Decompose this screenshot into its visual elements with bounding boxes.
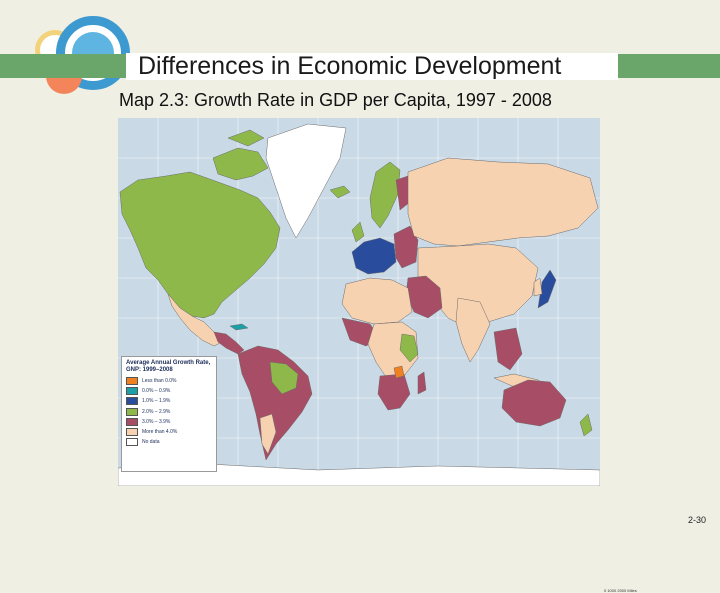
iceland	[330, 186, 350, 198]
north-america	[120, 172, 280, 318]
slide-title: Differences in Economic Development	[138, 52, 562, 80]
legend-item	[126, 377, 212, 385]
western-europe	[352, 238, 396, 274]
new-zealand	[580, 414, 592, 436]
legend-item	[126, 438, 212, 446]
australia	[502, 380, 566, 426]
madagascar	[418, 372, 426, 394]
legend-swatch	[126, 438, 138, 446]
legend-label: 0.0% – 0.9%	[142, 388, 171, 395]
caribbean	[230, 324, 248, 330]
legend-item	[126, 387, 212, 395]
map-subtitle: Map 2.3: Growth Rate in GDP per Capita, 1997 - 2008	[119, 90, 552, 110]
legend-swatch	[126, 428, 138, 436]
legend-swatch	[126, 397, 138, 405]
legend-title: Average Annual Growth Rate, GNP: 1999–2008	[126, 360, 211, 373]
legend-swatch	[126, 408, 138, 416]
legend-swatch	[126, 418, 138, 426]
legend-label: 1.0% – 1.9%	[142, 398, 171, 405]
russia	[408, 158, 598, 246]
scandinavia	[370, 162, 400, 228]
legend-swatch	[126, 377, 138, 385]
map-legend	[121, 356, 217, 472]
legend-item	[126, 418, 212, 426]
legend-item	[126, 397, 212, 405]
north-africa	[342, 278, 412, 324]
legend-label: Less than 0.0%	[142, 378, 177, 384]
zimbabwe	[394, 366, 404, 378]
legend-swatch	[126, 387, 138, 395]
legend-label: More than 4.0%	[142, 428, 178, 435]
map-scale: 0 1000 2000 Miles	[604, 588, 637, 593]
legend-label: 3.0% – 3.9%	[142, 418, 171, 425]
legend-item	[126, 408, 212, 416]
legend-label: 2.0% – 2.9%	[142, 408, 171, 415]
legend-item	[126, 428, 212, 436]
legend-label: No data	[142, 439, 160, 446]
southern-africa	[378, 374, 410, 410]
uk	[352, 222, 364, 242]
page-number: 2-30	[688, 515, 707, 525]
